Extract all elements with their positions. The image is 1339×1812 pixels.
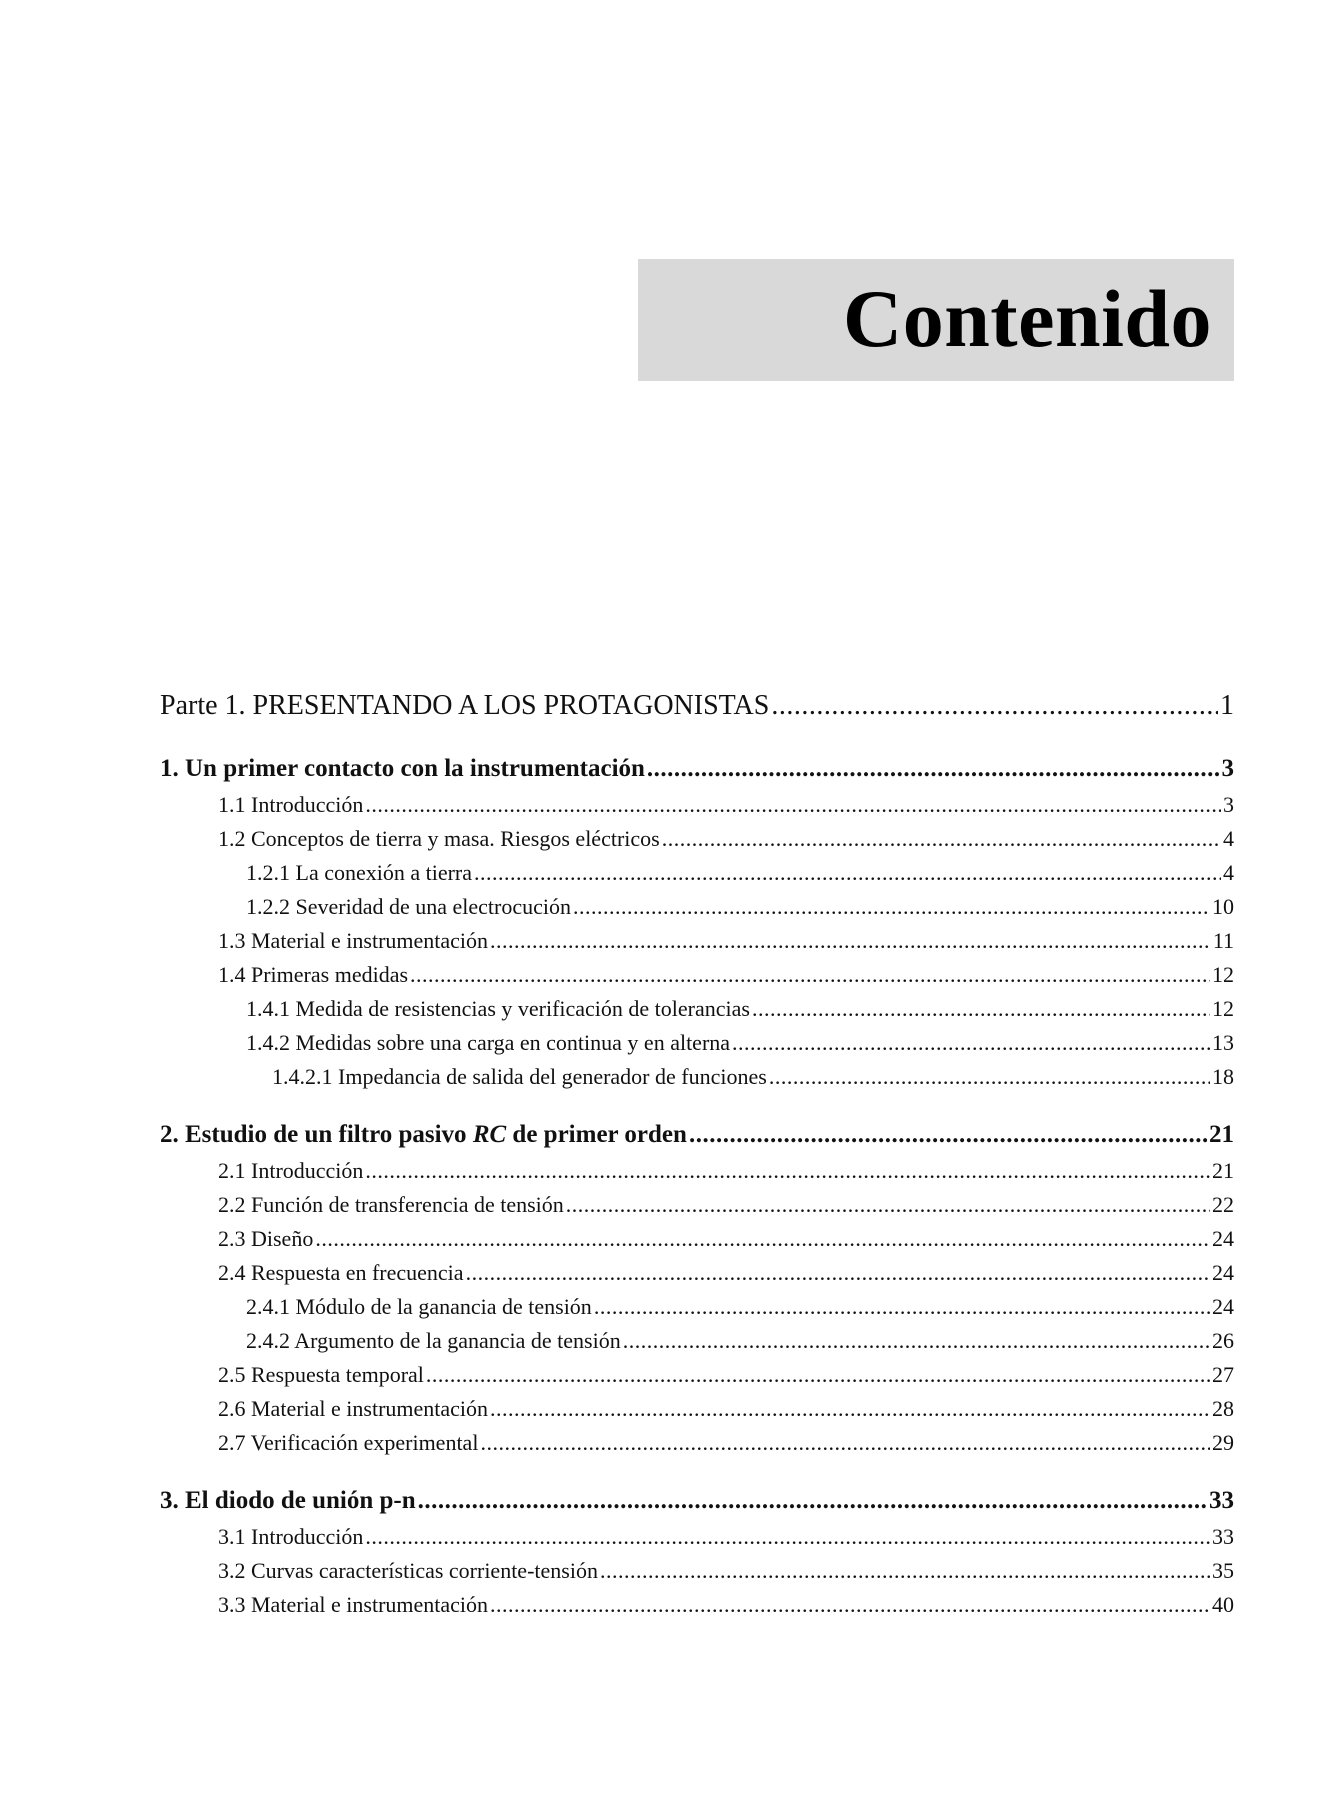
toc-leader-dots	[480, 1426, 1210, 1460]
toc-section[interactable]	[160, 822, 1234, 856]
toc-entry-label: 2.7 Verificación experimental	[218, 1430, 479, 1455]
toc-entry-page: 3	[1221, 755, 1234, 782]
toc-entry-label: 1.2.1 La conexión a tierra	[246, 860, 473, 885]
toc-chapter-3[interactable]	[160, 1482, 1234, 1520]
toc-leader-dots	[594, 1290, 1210, 1324]
toc-leader-dots	[490, 1392, 1210, 1426]
toc-section[interactable]	[160, 1520, 1234, 1554]
title-banner	[638, 259, 1234, 381]
toc-leader-dots	[771, 684, 1218, 728]
toc-entry-label: 2.3 Diseño	[218, 1226, 314, 1251]
toc-entry-page: 33	[1209, 1487, 1234, 1514]
toc-entry-label: 1.2 Conceptos de tierra y masa. Riesgos eléctricos	[218, 826, 660, 851]
toc-leader-dots	[600, 1554, 1210, 1588]
toc-leader-dots	[365, 1154, 1210, 1188]
toc-entry-label: 2.5 Respuesta temporal	[218, 1362, 424, 1387]
toc-entry-label: 1. Un primer contacto con la instrumentación	[160, 755, 645, 782]
toc-entry-page: 12	[1212, 962, 1234, 987]
toc-entry-label: 3. El diodo de unión p-n	[160, 1487, 416, 1514]
toc-entry-label	[160, 1116, 687, 1154]
toc-leader-dots	[365, 788, 1221, 822]
toc-leader-dots	[662, 822, 1221, 856]
toc-leader-dots	[623, 1324, 1210, 1358]
toc-entry-page: 1	[1220, 690, 1234, 721]
toc-subsection[interactable]	[160, 1026, 1234, 1060]
toc-part-1[interactable]	[160, 684, 1234, 728]
toc-entry-label: Parte 1. PRESENTANDO A LOS PROTAGONISTAS	[160, 690, 770, 721]
toc-entry-page: 21	[1212, 1158, 1234, 1183]
toc-entry-page: 33	[1212, 1524, 1234, 1549]
toc-section[interactable]	[160, 958, 1234, 992]
toc-entry-page: 27	[1212, 1362, 1234, 1387]
toc-section[interactable]	[160, 1358, 1234, 1392]
toc-leader-dots	[689, 1116, 1207, 1154]
toc-subsection[interactable]	[160, 890, 1234, 924]
toc-label-post: de primer orden	[506, 1121, 687, 1148]
toc-leader-dots	[418, 1482, 1207, 1520]
toc-entry-label: 1.2.2 Severidad de una electrocución	[246, 894, 571, 919]
toc-entry-label: 1.4 Primeras medidas	[218, 962, 409, 987]
toc-section[interactable]	[160, 1154, 1234, 1188]
toc-entry-label: 1.4.1 Medida de resistencias y verificación de tolerancias	[246, 996, 750, 1021]
toc-leader-dots	[410, 958, 1210, 992]
toc-entry-page: 3	[1223, 792, 1234, 817]
toc-subsection[interactable]	[160, 1290, 1234, 1324]
toc-leader-dots	[647, 750, 1220, 788]
toc-entry-label: 1.4.2.1 Impedancia de salida del generador de funciones	[272, 1064, 767, 1089]
toc-leader-dots	[573, 890, 1210, 924]
toc-section[interactable]	[160, 1554, 1234, 1588]
toc-entry-page: 18	[1212, 1064, 1234, 1089]
toc-section[interactable]	[160, 1256, 1234, 1290]
toc-entry-page: 24	[1212, 1226, 1234, 1251]
toc-entry-page: 22	[1212, 1192, 1234, 1217]
toc-entry-label: 2.4 Respuesta en frecuencia	[218, 1260, 464, 1285]
toc-entry-label: 2.1 Introducción	[218, 1158, 364, 1183]
toc-entry-label: 2.4.2 Argumento de la ganancia de tensión	[246, 1328, 621, 1353]
toc-leader-dots	[566, 1188, 1210, 1222]
toc-entry-label: 1.4.2 Medidas sobre una carga en continua y en alterna	[246, 1030, 731, 1055]
toc-entry-label: 3.2 Curvas características corriente-tensión	[218, 1558, 598, 1583]
toc-chapter-2[interactable]	[160, 1116, 1234, 1154]
toc-entry-page: 21	[1209, 1121, 1234, 1148]
toc-entry-page: 4	[1223, 860, 1234, 885]
toc-entry-label: 1.1 Introducción	[218, 792, 364, 817]
table-of-contents	[160, 684, 1234, 1622]
toc-section[interactable]	[160, 1188, 1234, 1222]
toc-section[interactable]	[160, 924, 1234, 958]
toc-subsection[interactable]	[160, 1324, 1234, 1358]
toc-entry-label: 3.3 Material e instrumentación	[218, 1592, 489, 1617]
toc-entry-page: 13	[1212, 1030, 1234, 1055]
toc-leader-dots	[752, 992, 1210, 1026]
toc-entry-label: 2.6 Material e instrumentación	[218, 1396, 489, 1421]
page-title: Contenido	[842, 273, 1212, 364]
toc-entry-page: 28	[1212, 1396, 1234, 1421]
toc-leader-dots	[466, 1256, 1210, 1290]
toc-label-em: RC	[472, 1121, 507, 1148]
toc-entry-page: 29	[1212, 1430, 1234, 1455]
toc-leader-dots	[365, 1520, 1210, 1554]
toc-entry-label: 2.2 Función de transferencia de tensión	[218, 1192, 564, 1217]
toc-leader-dots	[474, 856, 1221, 890]
toc-leader-dots	[732, 1026, 1210, 1060]
toc-entry-page: 40	[1212, 1592, 1234, 1617]
toc-section[interactable]	[160, 788, 1234, 822]
toc-leader-dots	[490, 1588, 1210, 1622]
toc-entry-page: 24	[1212, 1294, 1234, 1319]
toc-label-pre: 2. Estudio de un filtro pasivo	[160, 1121, 473, 1148]
toc-subsubsection[interactable]	[160, 1060, 1234, 1094]
toc-entry-label: 3.1 Introducción	[218, 1524, 364, 1549]
toc-entry-page: 4	[1223, 826, 1234, 851]
toc-subsection[interactable]	[160, 856, 1234, 890]
toc-entry-page: 12	[1212, 996, 1234, 1021]
toc-leader-dots	[426, 1358, 1210, 1392]
toc-entry-label: 2.4.1 Módulo de la ganancia de tensión	[246, 1294, 592, 1319]
toc-section[interactable]	[160, 1392, 1234, 1426]
toc-entry-page: 10	[1212, 894, 1234, 919]
toc-leader-dots	[490, 924, 1211, 958]
toc-entry-page: 26	[1212, 1328, 1234, 1353]
toc-section[interactable]	[160, 1426, 1234, 1460]
toc-section[interactable]	[160, 1588, 1234, 1622]
toc-chapter-1[interactable]	[160, 750, 1234, 788]
toc-entry-label: 1.3 Material e instrumentación	[218, 928, 489, 953]
toc-leader-dots	[769, 1060, 1210, 1094]
toc-section[interactable]	[160, 1222, 1234, 1256]
toc-entry-page: 11	[1212, 928, 1234, 953]
toc-subsection[interactable]	[160, 992, 1234, 1026]
toc-entry-page: 24	[1212, 1260, 1234, 1285]
toc-entry-page: 35	[1212, 1558, 1234, 1583]
toc-leader-dots	[315, 1222, 1210, 1256]
